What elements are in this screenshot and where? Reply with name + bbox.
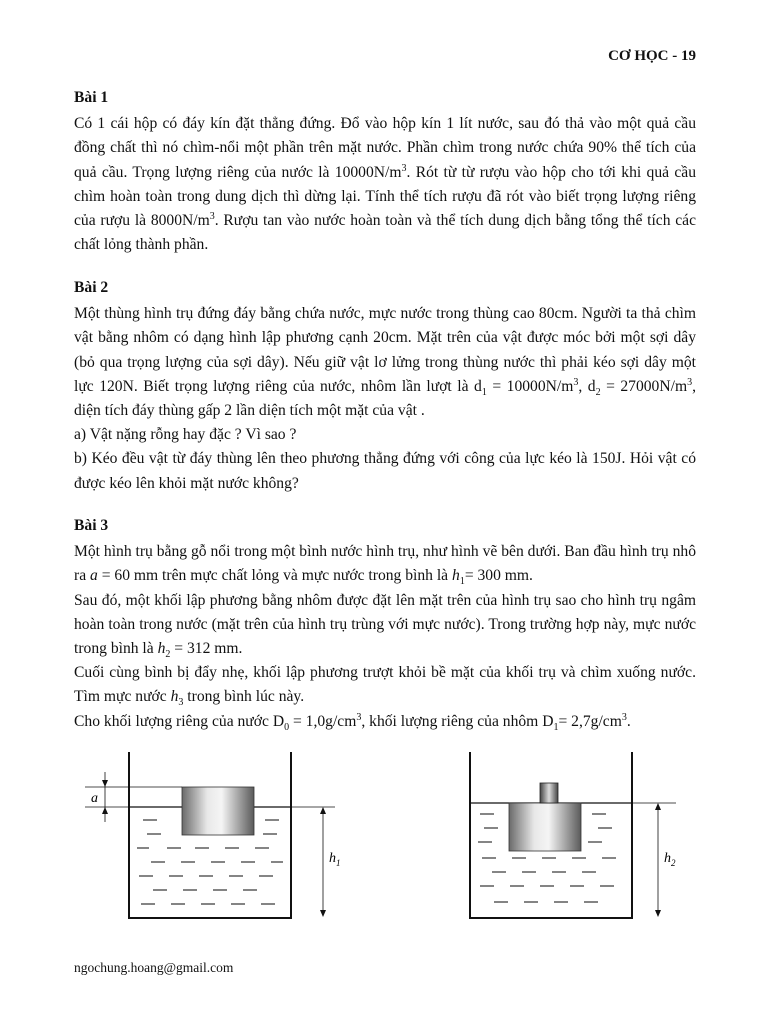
problem-3-title: Bài 3: [74, 517, 109, 534]
problem-2: [74, 276, 696, 496]
page-header: CƠ HỌC - 19: [608, 48, 696, 64]
problem-3-para-3: Cuối cùng bình bị đẩy nhẹ, khối lập phương trượt khỏi bề mặt của khối trụ và chìm xuống nước. Tìm mực nước $h_3$ trong bình lúc này.: [74, 664, 696, 709]
label-h1: $h_1$: [329, 851, 341, 868]
problem-3-para-1: Một hình trụ bằng gỗ nổi trong một bình nước hình trụ, như hình vẽ bên dưới. Ban đầu hình trụ nhô ra a = 60 mm trên mực chất lỏng và mực nước trong bình là $h_1= 300$ mm.: [74, 543, 696, 588]
figure-floating-cylinder: [85, 750, 365, 930]
problem-3-para-2: Sau đó, một khối lập phương bằng nhôm được đặt lên mặt trên của hình trụ sao cho hình trụ ngâm hoàn toàn trong nước (mặt trên của hình trụ trùng với mực nước). Trong trường hợp này, mực nước trong bình là $h_2 = 312$ mm.: [74, 591, 696, 661]
problem-3: [74, 514, 696, 734]
problem-2-question-a: a) Vật nặng rỗng hay đặc ? Vì sao ?: [74, 426, 297, 444]
problem-1-title: Bài 1: [74, 89, 109, 106]
problem-2-text: Một thùng hình trụ đứng đáy bằng chứa nước, mực nước trong thùng cao 80cm. Người ta thả chìm vật bằng nhôm có dạng hình lập phương cạnh 20cm. Mặt trên của vật được móc bởi một sợi dây (bỏ qua trọng lượng của sợi dây). Nếu giữ vật lơ lửng trong thùng nước thì phải kéo sợi dây một lực 120N. Biết trọng lượng riêng của nước, nhôm lần lượt là $d_1 = 10000N/m^3$, $d_2 = 27000N/m^3$, diện tích đáy thùng gấp 2 lần diện tích một mặt của vật .: [74, 305, 696, 420]
wood-cylinder: [509, 803, 581, 851]
problem-1-text: Có 1 cái hộp có đáy kín đặt thẳng đứng. Đổ vào hộp kín 1 lít nước, sau đó thả vào một quả cầu đồng chất thì nó chìm-nổi một phần trên mặt nước. Phần chìm trong nước chứa 90% thể tích của quả cầu. Trọng lượng riêng của nước là $10000N/m^3$. Rót từ từ rượu vào hộp cho tới khi quả cầu chìm hoàn toàn trong dung dịch thì dừng lại. Tính thể tích rượu đã rót vào biết trọng lượng riêng của rượu là $8000N/m^3$. Rượu tan vào nước hoàn toàn và thể tích dung dịch bằng tổng thể tích các chất lỏng thành phần.: [74, 115, 697, 254]
problem-2-title: Bài 2: [74, 279, 109, 296]
problem-1: [74, 86, 696, 257]
footer-email: ngochung.hoang@gmail.com: [74, 960, 234, 975]
label-h2: $h_2$: [664, 851, 676, 868]
figure-cylinder-with-cube: [458, 750, 688, 930]
problem-2-question-b: b) Kéo đều vật từ đáy thùng lên theo phương thẳng đứng với công của lực kéo là 150J. Hỏi vật có được kéo lên khỏi mặt nước không?: [74, 450, 696, 492]
wood-cylinder: [182, 787, 254, 835]
problem-3-para-4: Cho khối lượng riêng của nước $D_0 = 1,0g/cm^3$, khối lượng riêng của nhôm $D_1= 2,7g/cm^3$.: [74, 711, 631, 733]
aluminum-cube: [540, 783, 558, 803]
label-a: a: [91, 791, 98, 806]
